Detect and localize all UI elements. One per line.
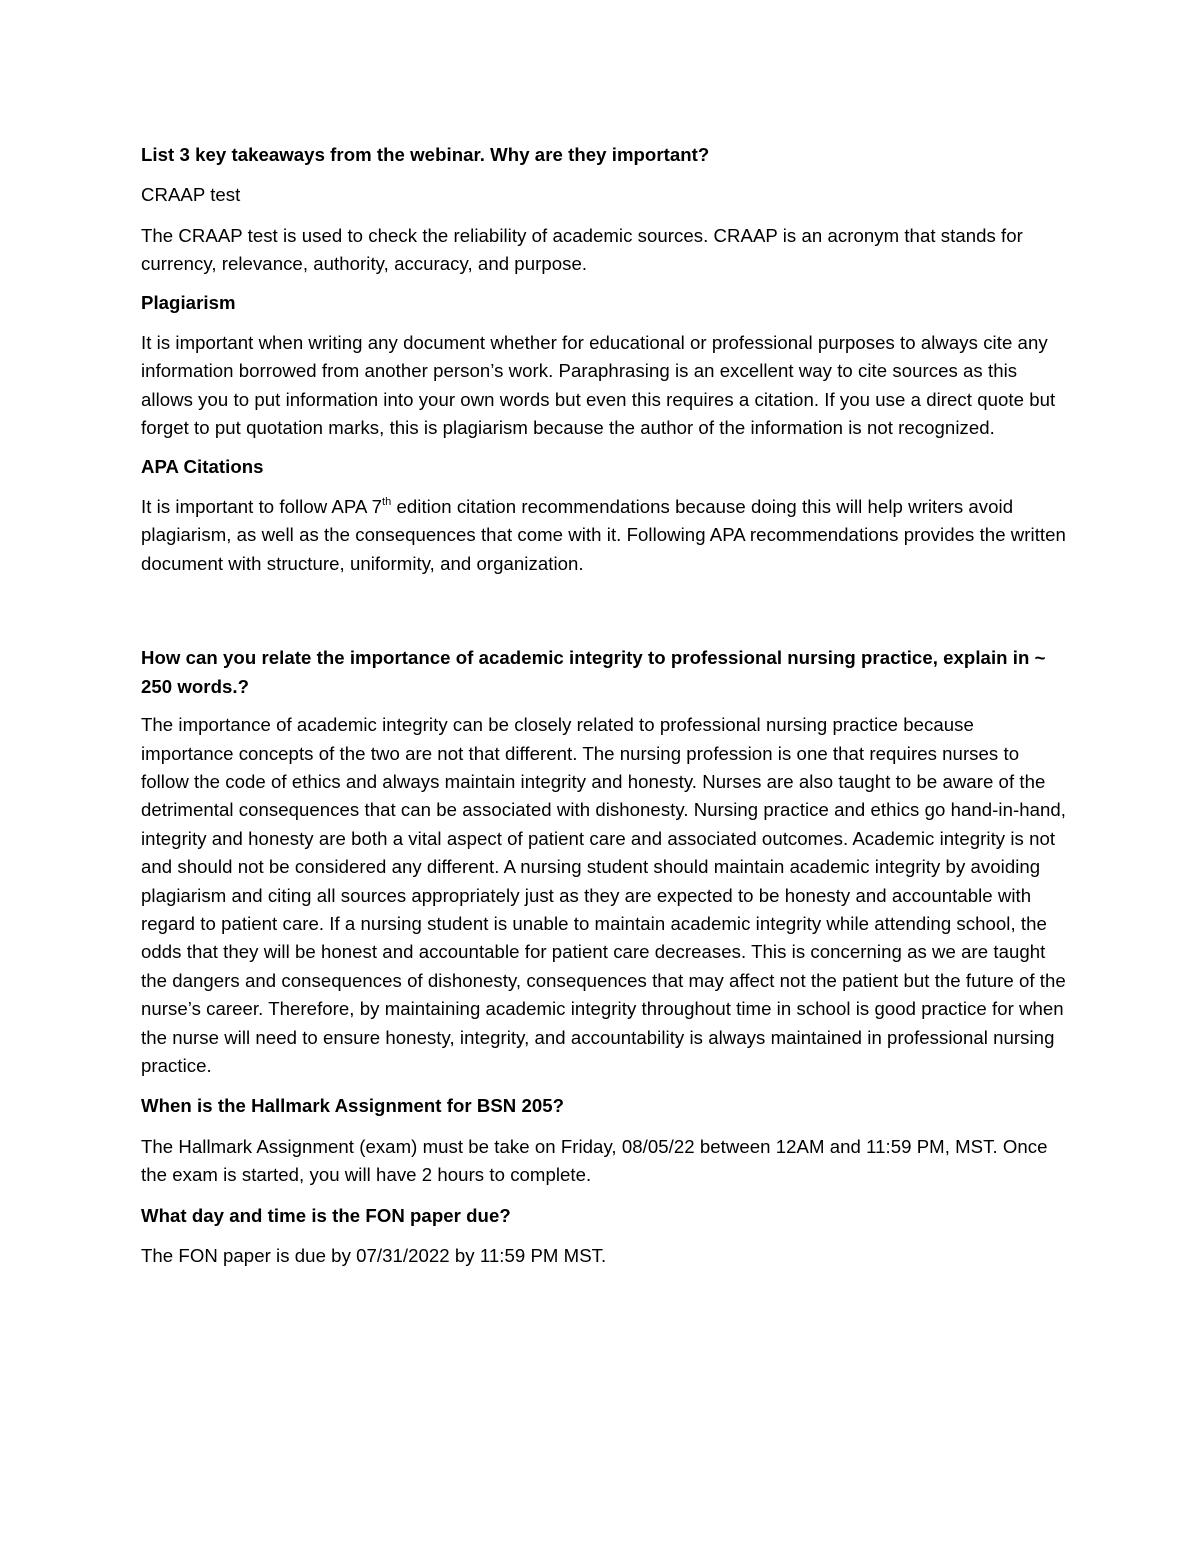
heading-apa-citations: APA Citations [141, 455, 264, 477]
heading-plagiarism: Plagiarism [141, 291, 236, 313]
paragraph-hallmark-assignment: The Hallmark Assignment (exam) must be take on Friday, 08/05/22 between 12AM and 11:59 PM, MST. Once the exam is started, you will have 2 hours to complete. [141, 1135, 1048, 1186]
paragraph-craap-test: The CRAAP test is used to check the reliability of academic sources. CRAAP is an acronym that stands for currency, relevance, authority, accuracy, and purpose. [141, 224, 1023, 275]
paragraph-fon-paper: The FON paper is due by 07/31/2022 by 11:59 PM MST. [141, 1245, 607, 1266]
paragraph-academic-integrity: The importance of academic integrity can be closely related to professional nursing practice because importance concepts of the two are not that different. The nursing profession is one that requires nurses to follow the code of ethics and always maintain integrity and honesty. Nurses are also taught to be aware of the detrimental consequences that can be associated with dishonesty. Nursing practice and ethics go hand-in-hand, integrity and honesty are both a vital aspect of patient care and associated outcomes. Academic integrity is not and should not be considered any different. A nursing student should maintain academic integrity by avoiding plagiarism and citing all sources appropriately just as they are expected to be honesty and accountable with regard to patient care. If a nursing student is unable to maintain academic integrity while attending school, the odds that they will be honest and accountable for patient care decreases. This is concerning as we are taught the dangers and consequences of dishonesty, consequences that may affect not the patient but the future of the nurse’s career. Therefore, by maintaining academic integrity throughout time in school is good practice for when the nurse will need to ensure honesty, integrity, and accountability is always maintained in professional nursing practice. [141, 714, 1067, 1076]
question-academic-integrity: How can you relate the importance of academic integrity to professional nursing practice, explain in ~ 250 words.? [141, 647, 1046, 697]
question-key-takeaways: List 3 key takeaways from the webinar. Why are they important? [141, 144, 710, 165]
question-fon-paper: What day and time is the FON paper due? [141, 1204, 511, 1226]
document-body [141, 141, 1066, 1270]
paragraph-apa-citations [141, 493, 1066, 578]
apa-text-end: edition citation recommendations because doing this will help writers avoid plagiarism, as well as the consequences that come with it. Following APA recommendations provides the written document with structure, uniformity, and organization. [141, 496, 1066, 574]
heading-craap-test: CRAAP test [141, 184, 241, 206]
superscript-th: th [381, 496, 392, 509]
paragraph-plagiarism: It is important when writing any document whether for educational or professional purposes to always cite any information borrowed from another person’s work. Paraphrasing is an excellent way to cite sources as this allows you to put information into your own words but even this requires a citation. If you use a direct quote but forget to put quotation marks, this is plagiarism because the author of the information is not recognized. [141, 332, 1056, 439]
apa-text-start: It is important to follow APA 7 [141, 496, 382, 518]
question-hallmark-assignment: When is the Hallmark Assignment for BSN 205? [141, 1095, 565, 1117]
